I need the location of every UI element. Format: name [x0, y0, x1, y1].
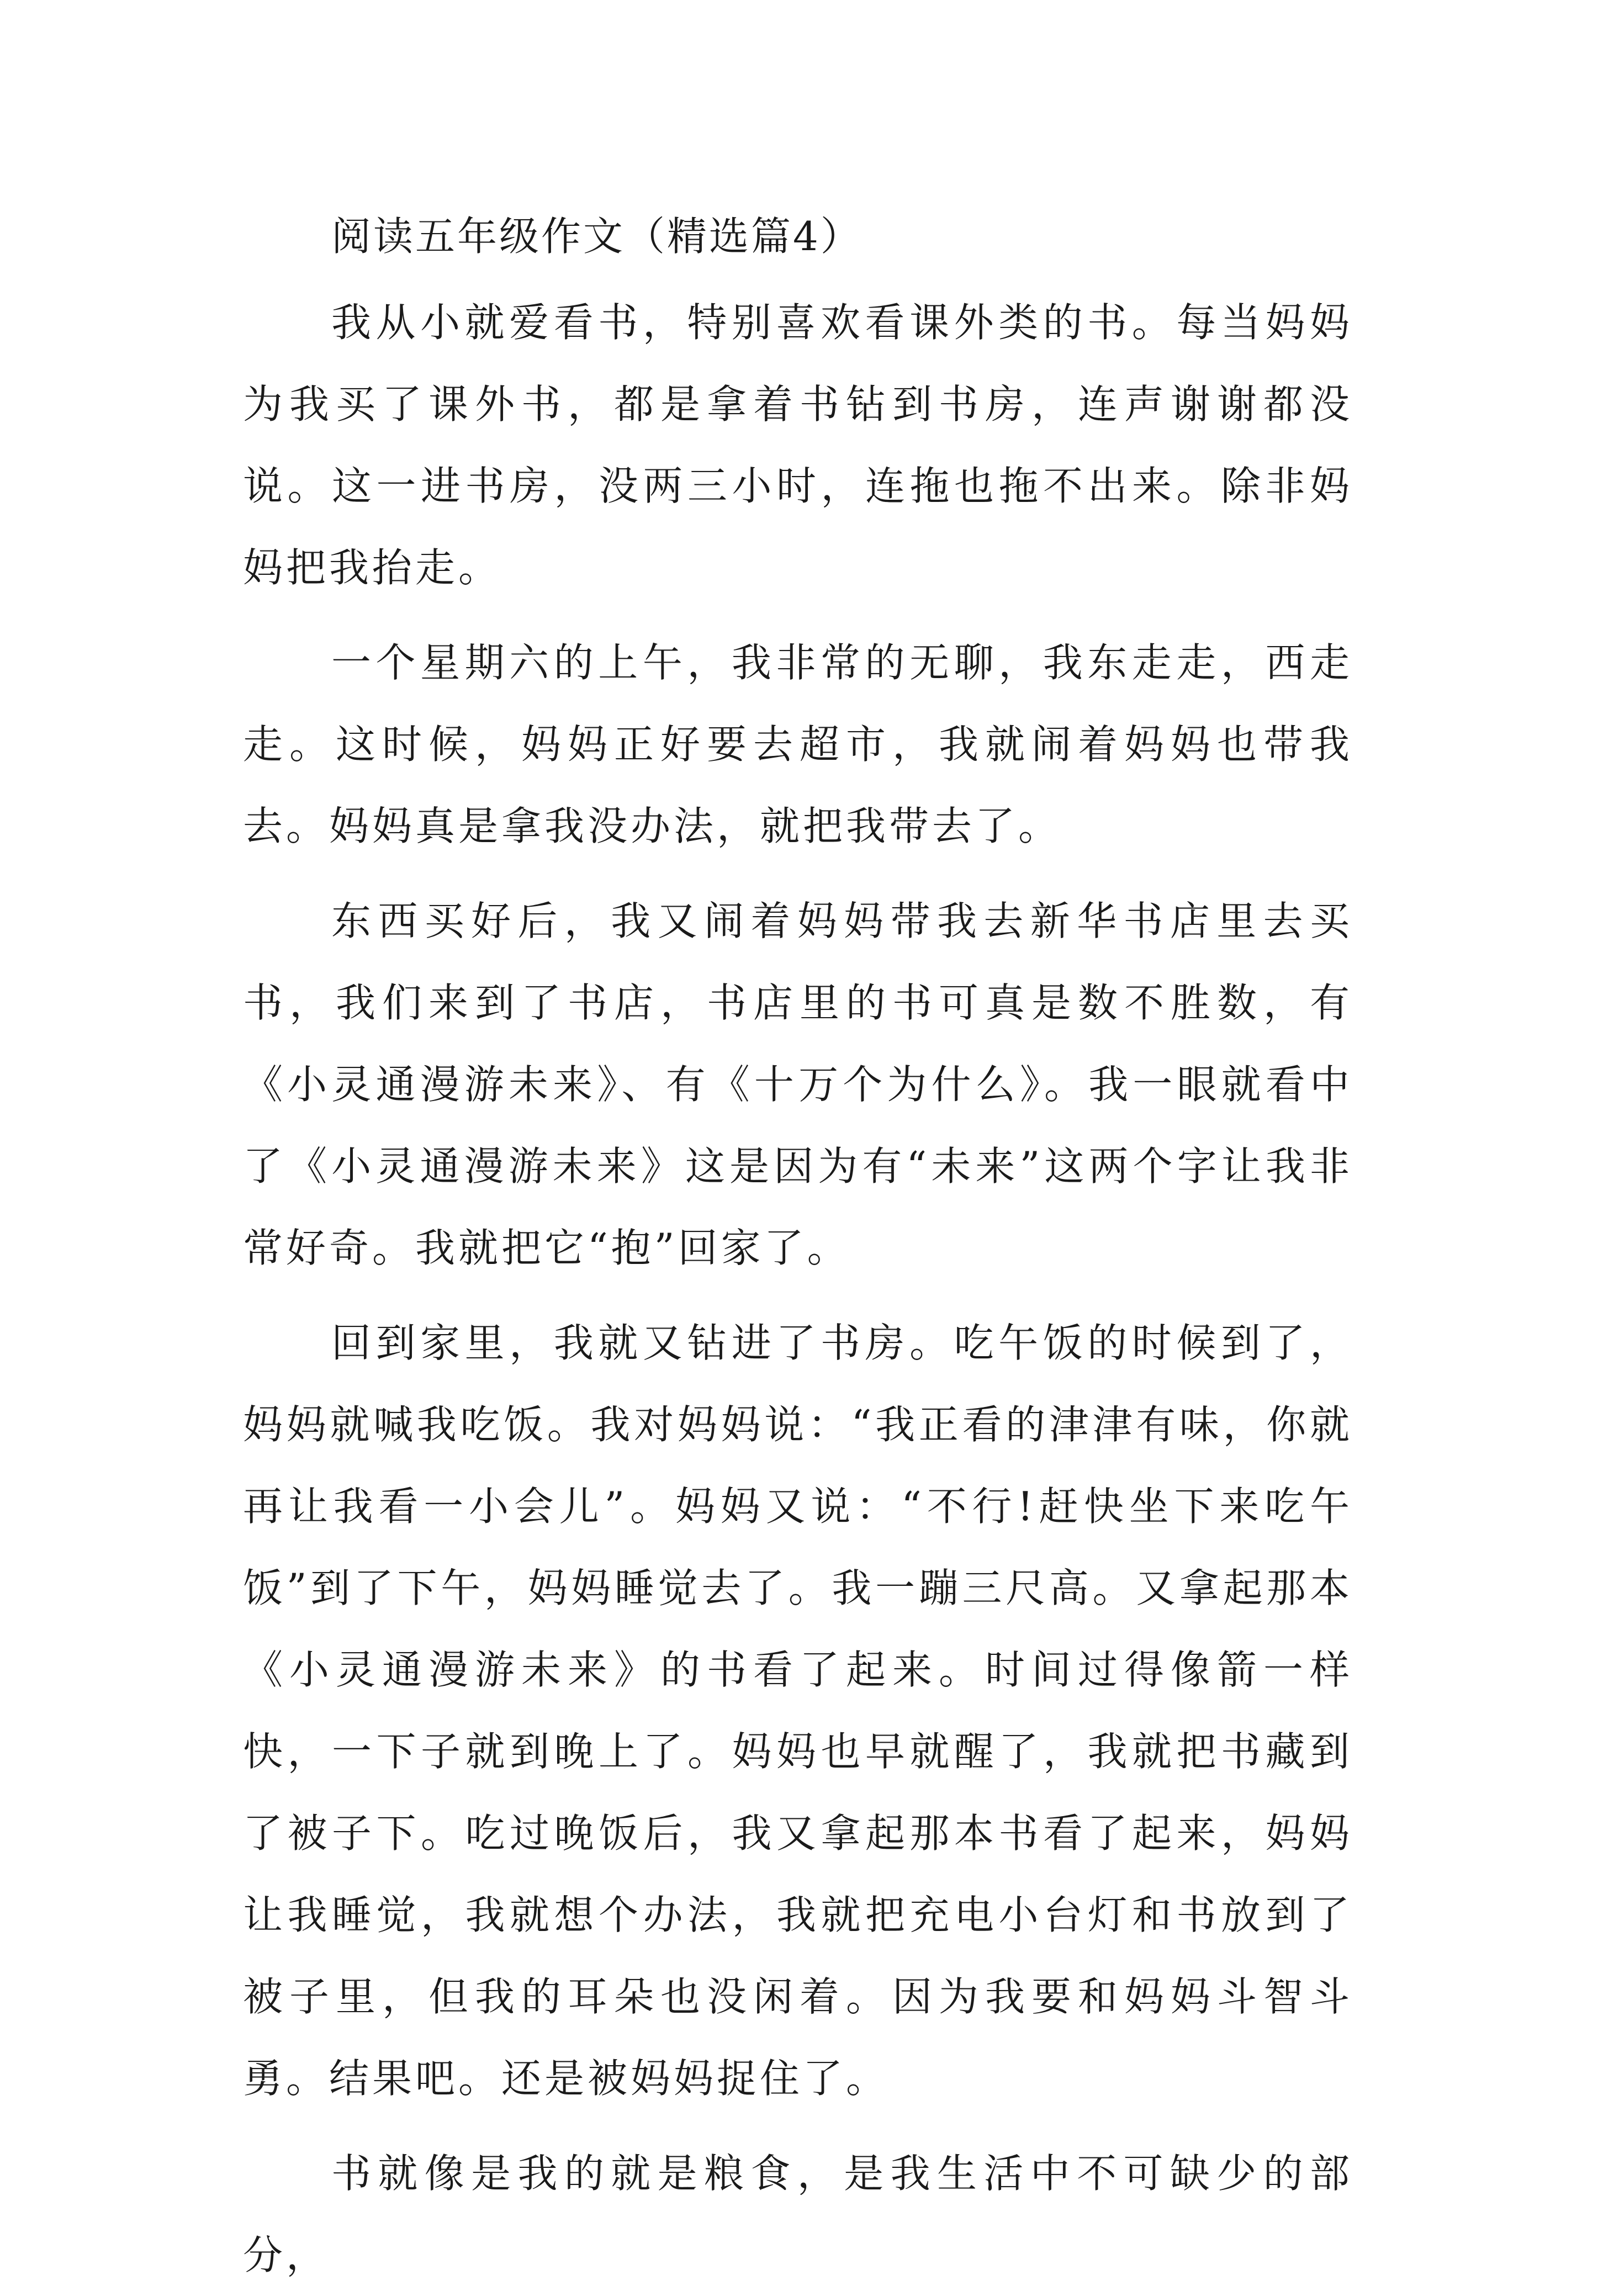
paragraph-5: 书就像是我的就是粮食，是我生活中不可缺少的部分， [243, 2150, 1353, 2278]
essay-title: 阅读五年级作文（精选篇4） [331, 213, 863, 260]
paragraph-4: 回到家里，我就又钻进了书房。吃午饭的时候到了，妈妈就喊我吃饭。我对妈妈说：“我正看的津津有味，你就再让我看一小会儿”。妈妈又说：“不行!赶快坐下来吃午饭”到了下午，妈妈睡觉去了。我一蹦三尺高。又拿起那本《小灵通漫游未来》的书看了起来。时间过得像箭一样快，一下子就到晚上了。妈妈也早就醒了，我就把书藏到了被子下。吃过晚饭后，我又拿起那本书看了起来，妈妈让我睡觉，我就想个办法，我就把充电小台灯和书放到了被子里，但我的耳朵也没闲着。因为我要和妈妈斗智斗勇。结果吧。还是被妈妈捉住了。 [243, 1320, 1353, 2102]
paragraph-3: 东西买好后，我又闹着妈妈带我去新华书店里去买书，我们来到了书店，书店里的书可真是数不胜数，有《小灵通漫游未来》、有《十万个为什么》。我一眼就看中了《小灵通漫游未来》这是因为有“未来”这两个字让我非常好奇。我就把它“抱”回家了。 [243, 898, 1353, 1271]
paragraph-2: 一个星期六的上午，我非常的无聊，我东走走，西走走。这时候，妈妈正好要去超市，我就闹着妈妈也带我去。妈妈真是拿我没办法，就把我带去了。 [243, 639, 1353, 849]
paragraph-1: 我从小就爱看书，特别喜欢看课外类的书。每当妈妈为我买了课外书，都是拿着书钻到书房，连声谢谢都没说。这一进书房，没两三小时，连拖也拖不出来。除非妈妈把我抬走。 [243, 299, 1353, 591]
document-body [243, 204, 1353, 2296]
